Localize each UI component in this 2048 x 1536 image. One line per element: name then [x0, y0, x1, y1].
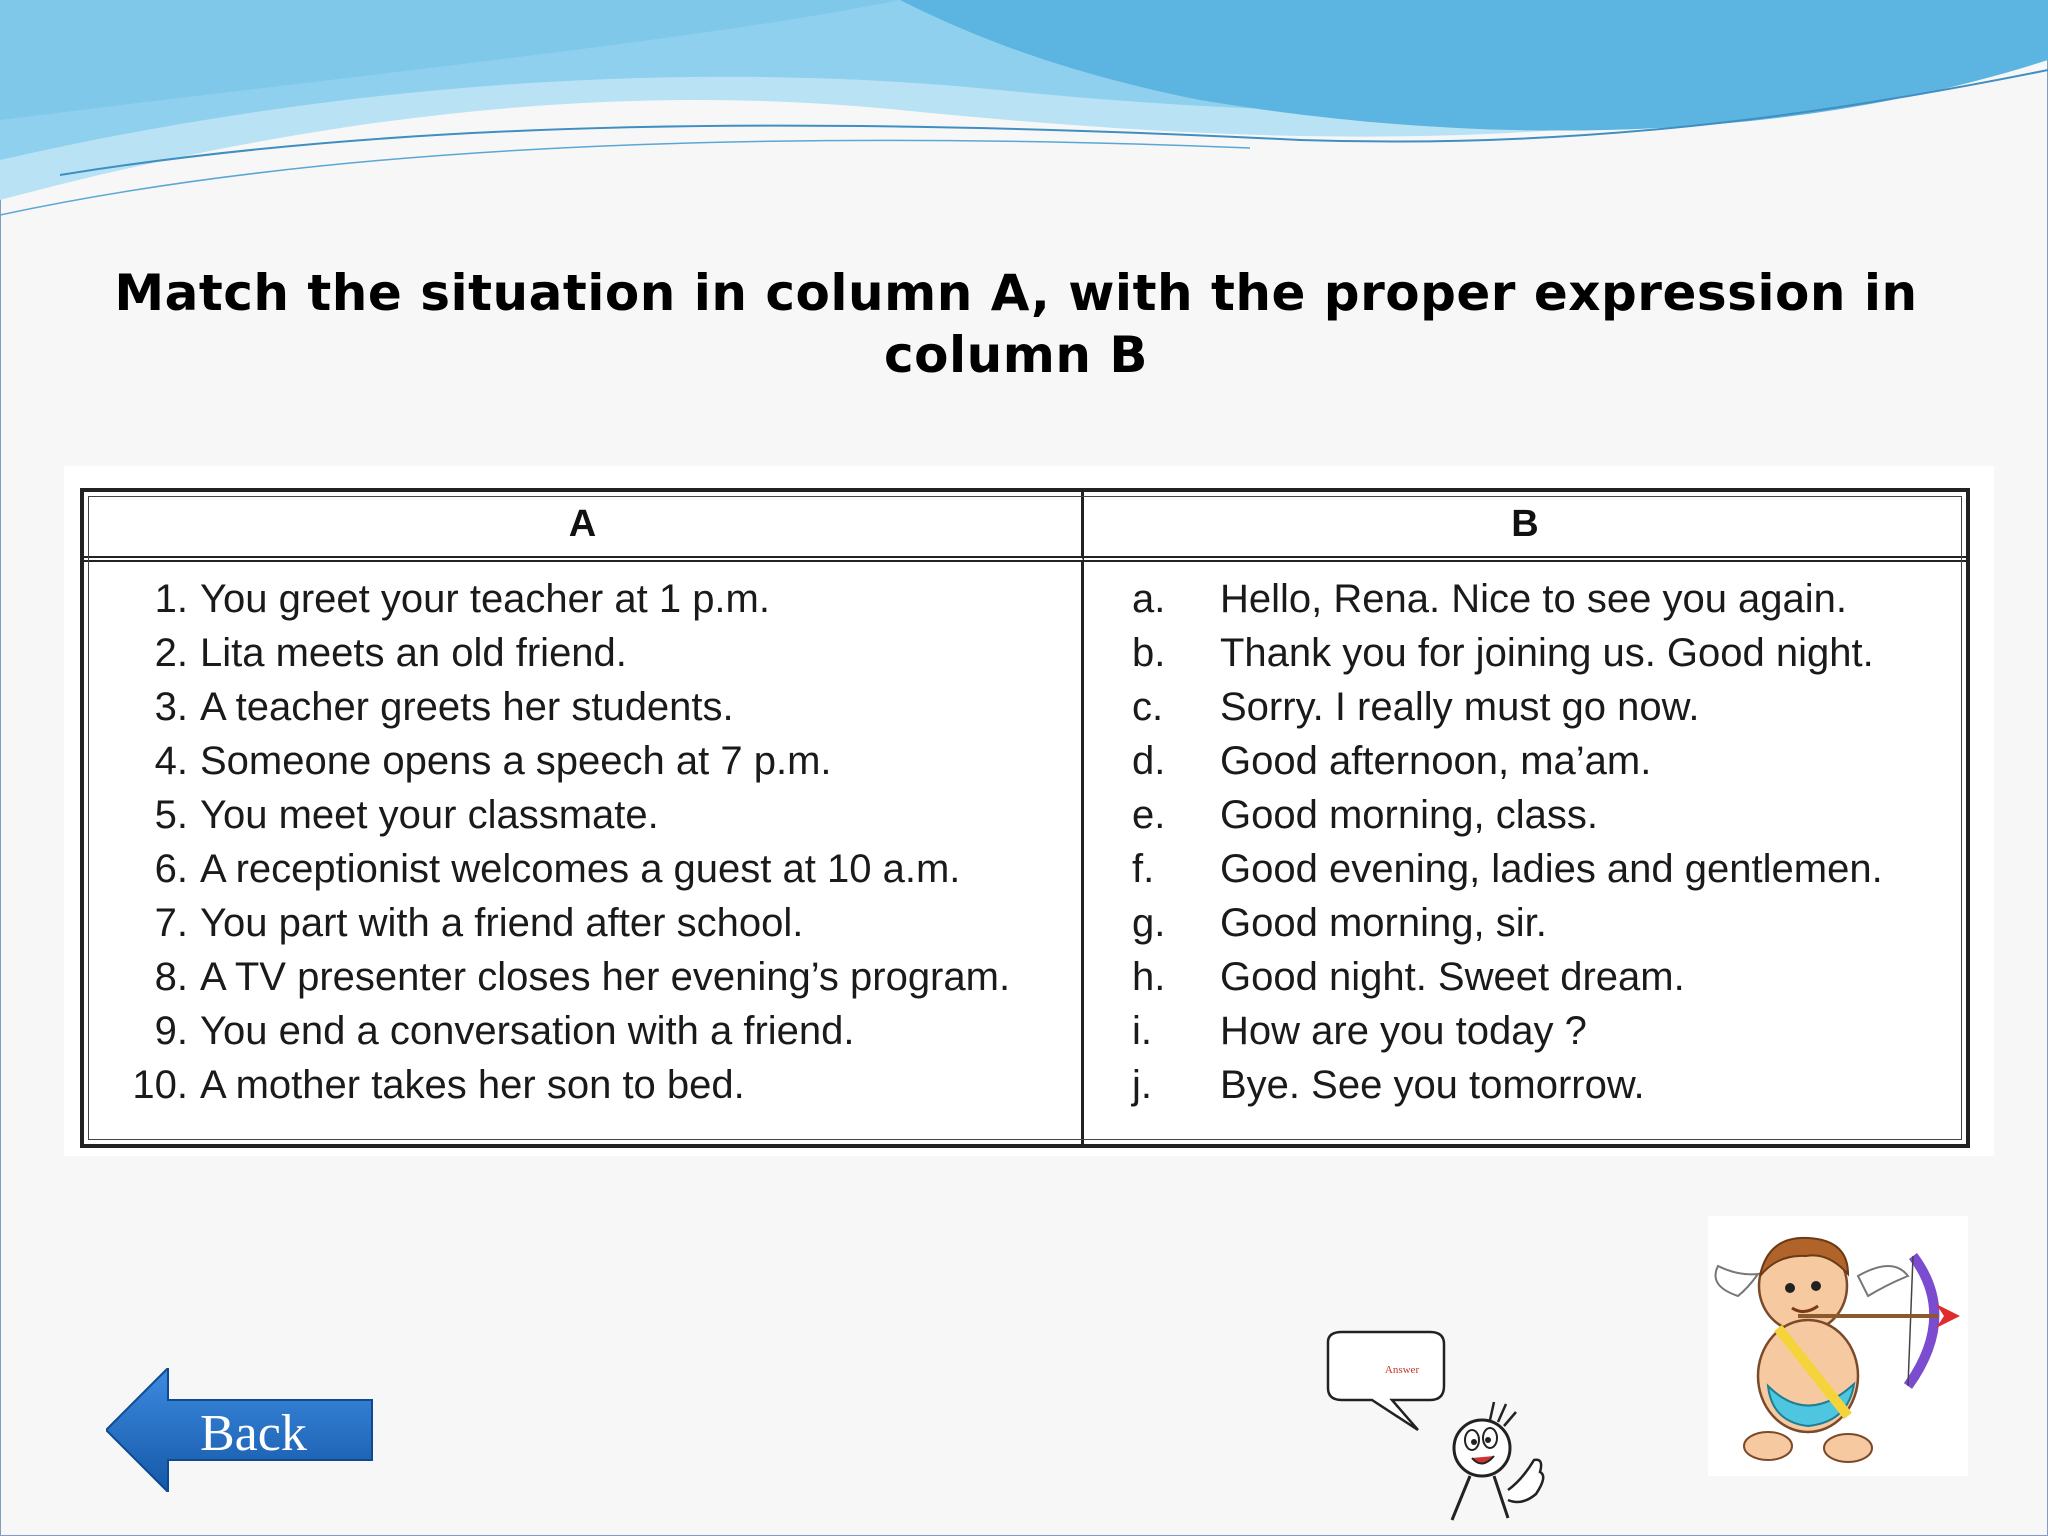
- expression-item: [1084, 1004, 1966, 1058]
- back-label: Back: [200, 1405, 307, 1462]
- item-text: How are you today ?: [1220, 1008, 1587, 1053]
- item-text: Good morning, sir.: [1220, 900, 1547, 945]
- item-text: Thank you for joining us. Good night.: [1220, 630, 1874, 675]
- column-a-list: [84, 562, 1084, 1144]
- item-letter: h.: [1132, 954, 1166, 999]
- expression-item: [1084, 680, 1966, 734]
- item-text: Someone opens a speech at 7 p.m.: [200, 738, 832, 783]
- situation-item: [84, 896, 1081, 950]
- column-b-header: B: [1084, 492, 1966, 562]
- expression-item: [1084, 788, 1966, 842]
- expression-item: [1084, 1058, 1966, 1112]
- item-text: A TV presenter closes her evening’s program.: [200, 954, 1011, 999]
- matching-table: [80, 488, 1970, 1148]
- situation-item: [84, 842, 1081, 896]
- item-letter: e.: [1132, 792, 1166, 837]
- column-b-list: [1084, 562, 1966, 1144]
- wave-header: [0, 0, 2048, 230]
- item-letter: f.: [1132, 846, 1155, 891]
- item-number: 8.: [154, 954, 188, 999]
- item-text: You part with a friend after school.: [200, 900, 804, 945]
- slide-title: Match the situation in column A, with the proper expression in column B: [114, 264, 1918, 384]
- item-text: Good evening, ladies and gentlemen.: [1220, 846, 1883, 891]
- column-a-header: A: [84, 492, 1084, 562]
- cupid-icon: [1708, 1216, 1968, 1476]
- item-number: 1.: [154, 576, 188, 621]
- item-text: You greet your teacher at 1 p.m.: [200, 576, 770, 621]
- situation-item: [84, 572, 1081, 626]
- expression-item: [1084, 842, 1966, 896]
- item-text: Lita meets an old friend.: [200, 630, 627, 675]
- item-letter: g.: [1132, 900, 1166, 945]
- answer-link[interactable]: Answer: [1384, 1364, 1420, 1376]
- item-text: A teacher greets her students.: [200, 684, 734, 729]
- item-number: 2.: [154, 630, 188, 675]
- item-text: Good night. Sweet dream.: [1220, 954, 1685, 999]
- situation-item: [84, 626, 1081, 680]
- situation-item: [84, 950, 1081, 1004]
- situation-item: [84, 734, 1081, 788]
- item-text: Hello, Rena. Nice to see you again.: [1220, 576, 1848, 621]
- situation-item: [84, 1058, 1081, 1112]
- item-letter: c.: [1132, 684, 1164, 729]
- cartoon-character-icon: [1322, 1330, 1602, 1530]
- item-number: 5.: [154, 792, 188, 837]
- back-button[interactable]: [106, 1368, 376, 1492]
- item-letter: i.: [1132, 1008, 1152, 1053]
- item-letter: d.: [1132, 738, 1166, 783]
- item-letter: b.: [1132, 630, 1166, 675]
- item-text: Bye. See you tomorrow.: [1220, 1062, 1645, 1107]
- answer-bubble-area: [1322, 1330, 1602, 1530]
- expression-item: [1084, 734, 1966, 788]
- situation-item: [84, 788, 1081, 842]
- item-number: 10.: [132, 1062, 188, 1107]
- item-text: A mother takes her son to bed.: [200, 1062, 745, 1107]
- cupid-image: [1708, 1216, 1968, 1476]
- item-number: 9.: [154, 1008, 188, 1053]
- expression-item: [1084, 626, 1966, 680]
- item-letter: j.: [1132, 1062, 1152, 1107]
- item-text: You end a conversation with a friend.: [200, 1008, 855, 1053]
- item-text: Good afternoon, ma’am.: [1220, 738, 1652, 783]
- item-text: You meet your classmate.: [200, 792, 659, 837]
- item-text: Sorry. I really must go now.: [1220, 684, 1700, 729]
- expression-item: [1084, 896, 1966, 950]
- expression-item: [1084, 572, 1966, 626]
- item-number: 4.: [154, 738, 188, 783]
- situation-item: [84, 680, 1081, 734]
- item-letter: a.: [1132, 576, 1166, 621]
- expression-item: [1084, 950, 1966, 1004]
- item-text: Good morning, class.: [1220, 792, 1598, 837]
- item-number: 6.: [154, 846, 188, 891]
- item-number: 3.: [154, 684, 188, 729]
- item-number: 7.: [154, 900, 188, 945]
- situation-item: [84, 1004, 1081, 1058]
- item-text: A receptionist welcomes a guest at 10 a.m.: [200, 846, 961, 891]
